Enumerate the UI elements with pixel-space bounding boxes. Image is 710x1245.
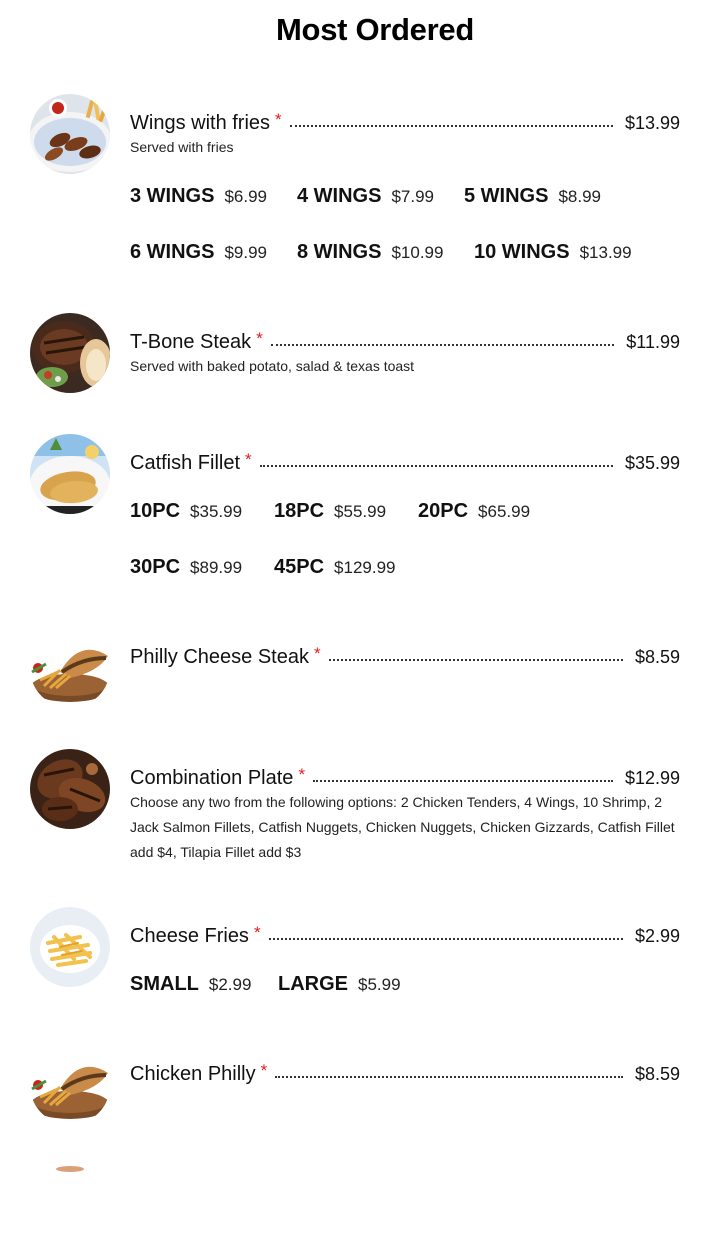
- item-price: $13.99: [624, 112, 680, 133]
- item-name: T-Bone Steak: [130, 330, 252, 353]
- dotted-leader: [260, 465, 613, 467]
- option-3-wings[interactable]: 3 WINGS $6.99: [130, 185, 267, 207]
- required-marker: *: [275, 110, 282, 129]
- item-price: $8.59: [634, 1063, 680, 1084]
- item-name: Cheese Fries: [130, 924, 249, 947]
- item-description: Choose any two from the following options: 2 Chicken Tenders, 4 Wings, 10 Shrimp, 2 Jack Salmon Fillets, Catfish Nuggets, Chicken Nuggets, Chicken Gizzards, Catfish Fillet add $4, Tilapia Fillet add $3: [130, 794, 675, 860]
- wings-photo-icon[interactable]: [30, 94, 110, 174]
- option-row: [130, 185, 601, 208]
- steak-photo-icon[interactable]: [30, 313, 110, 393]
- item-price: $35.99: [624, 452, 680, 473]
- sandwich-photo-icon[interactable]: [30, 1045, 110, 1125]
- dotted-leader: [313, 780, 613, 782]
- required-marker: *: [253, 923, 261, 942]
- page-title: Most Ordered: [276, 12, 474, 47]
- item-description: Served with fries: [130, 139, 234, 155]
- item-name: Catfish Fillet: [130, 451, 241, 474]
- item-description: Served with baked potato, salad & texas toast: [130, 358, 415, 374]
- item-name: Philly Cheese Steak: [130, 645, 309, 668]
- catfish-photo-icon[interactable]: [30, 434, 110, 514]
- option-30pc[interactable]: 30PC $89.99: [130, 556, 243, 578]
- option-row: [130, 241, 632, 264]
- required-marker: *: [298, 765, 306, 784]
- option-row: [130, 500, 530, 523]
- option-8-wings[interactable]: 8 WINGS $10.99: [297, 241, 444, 263]
- item-price: $11.99: [626, 331, 680, 352]
- item-price: $2.99: [634, 925, 680, 946]
- combination-plate-photo-icon[interactable]: [30, 749, 110, 829]
- option-large[interactable]: LARGE $5.99: [278, 973, 401, 995]
- sandwich-photo-icon[interactable]: [30, 628, 110, 708]
- option-18pc[interactable]: 18PC $55.99: [274, 500, 387, 522]
- option-45pc[interactable]: 45PC $129.99: [274, 556, 396, 578]
- dotted-leader: [275, 1076, 623, 1078]
- option-10-wings[interactable]: 10 WINGS $13.99: [474, 241, 632, 263]
- item-name: Combination Plate: [130, 766, 294, 789]
- next-item-photo-icon[interactable]: [30, 1165, 110, 1245]
- option-4-wings[interactable]: 4 WINGS $7.99: [297, 185, 434, 207]
- dotted-leader: [271, 344, 614, 346]
- option-row: [130, 556, 395, 579]
- option-5-wings[interactable]: 5 WINGS $8.99: [464, 185, 601, 207]
- dotted-leader: [329, 659, 623, 661]
- cheese-fries-photo-icon[interactable]: [30, 907, 110, 987]
- option-row: [130, 973, 401, 996]
- option-6-wings[interactable]: 6 WINGS $9.99: [130, 241, 267, 263]
- required-marker: *: [313, 644, 321, 663]
- option-20pc[interactable]: 20PC $65.99: [418, 500, 531, 522]
- option-10pc[interactable]: 10PC $35.99: [130, 500, 243, 522]
- required-marker: *: [245, 450, 252, 469]
- item-price: $12.99: [624, 767, 680, 788]
- required-marker: *: [256, 329, 263, 348]
- item-name: Chicken Philly: [130, 1062, 256, 1085]
- item-name: Wings with fries: [130, 111, 271, 134]
- required-marker: *: [260, 1061, 268, 1080]
- dotted-leader: [269, 938, 623, 940]
- item-price: $8.59: [634, 646, 680, 667]
- dotted-leader: [290, 125, 613, 127]
- option-small[interactable]: SMALL $2.99: [130, 973, 252, 995]
